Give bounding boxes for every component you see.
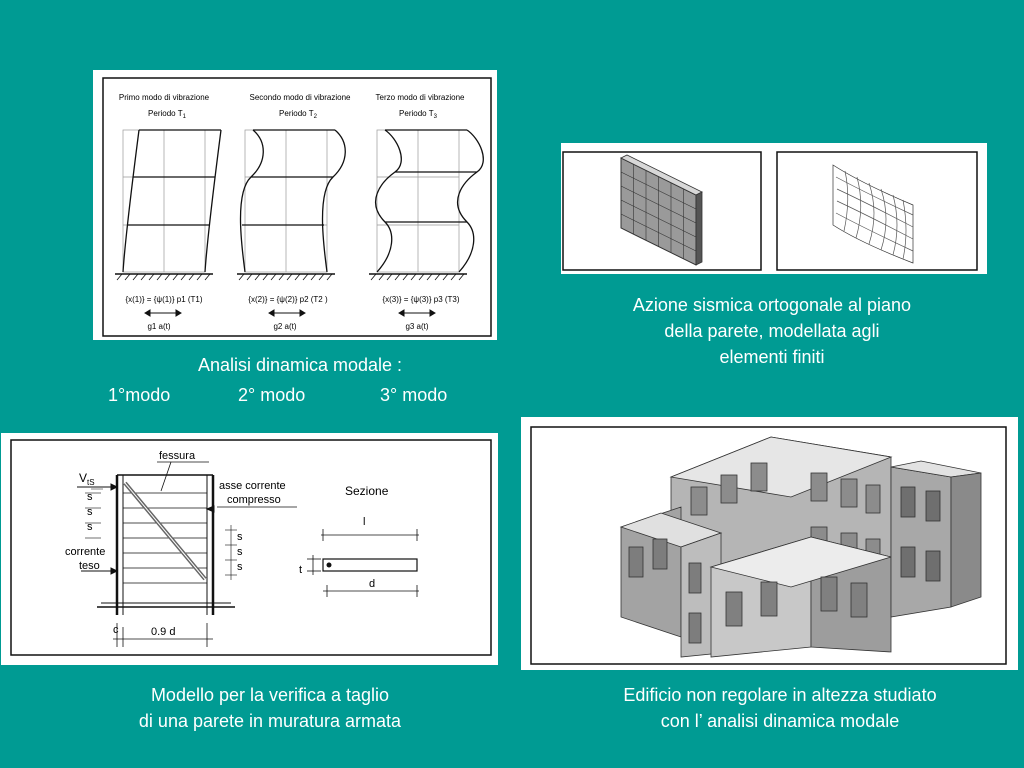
s-label-left-3: s (87, 521, 93, 533)
caption-modes-line2 (100, 382, 480, 408)
mode1-formula: {x(1)} = {ψ(1)} p1 (T1) (125, 295, 203, 304)
s-label-left-2: s (87, 506, 93, 518)
mode1-period-sub: 1 (182, 114, 186, 120)
mode2-period: Periodo T (279, 109, 314, 118)
mode2-label: 2° modo (238, 385, 306, 405)
caption-modes (100, 352, 480, 408)
building-figure (521, 417, 1018, 670)
s-label-right-2: s (237, 546, 243, 558)
mode3-title: Terzo modo di vibrazione (375, 93, 465, 102)
shear-diagram (1, 433, 498, 665)
caption-fem (582, 292, 962, 370)
caption-fem-line2: della parete, modellata agli (664, 321, 880, 341)
c-label: c (113, 624, 119, 636)
rebar-dot (327, 563, 332, 568)
asse-label-1: asse corrente (219, 480, 286, 492)
mode2-title: Secondo modo di vibrazione (249, 93, 351, 102)
caption-fem-line3: elementi finiti (719, 347, 825, 367)
shear-figure (1, 433, 498, 665)
building-diagram (521, 417, 1018, 670)
modes-figure (93, 70, 497, 340)
modes-diagram (95, 72, 499, 342)
mode3-period-sub: 3 (433, 114, 437, 120)
d-label: d (369, 578, 376, 590)
mode2-period-sub: 2 (313, 114, 317, 120)
mode2-ground: g2 a(t) (273, 322, 297, 331)
l-label: l (363, 516, 366, 528)
corrente-label-2: teso (79, 560, 100, 572)
t-label: t (299, 564, 303, 576)
fessura-label: fessura (159, 450, 196, 462)
vts-label: V (79, 471, 88, 485)
caption-building-line1: Edificio non regolare in altezza studiato (623, 685, 937, 705)
mode1-ground: g1 a(t) (147, 322, 171, 331)
caption-building (560, 682, 1000, 734)
mode1-period: Periodo T (148, 109, 183, 118)
s-label-right-3: s (237, 561, 243, 573)
mode3-ground: g3 a(t) (405, 322, 429, 331)
mode3-label: 3° modo (380, 385, 448, 405)
dim-label: 0.9 d (151, 626, 176, 638)
caption-shear-line1: Modello per la verifica a taglio (150, 685, 390, 705)
caption-building-line2: con l’ analisi dinamica modale (660, 711, 900, 731)
mode3-formula: {x(3)} = {ψ(3)} p3 (T3) (382, 295, 460, 304)
fem-diagram (561, 143, 987, 274)
s-label-right-1: s (237, 531, 243, 543)
caption-fem-line1: Azione sismica ortogonale al piano (632, 295, 912, 315)
s-label-left-1: s (87, 491, 93, 503)
mode1-title: Primo modo di vibrazione (118, 93, 210, 102)
vts-sub: tS (87, 478, 95, 487)
fem-figure (561, 143, 987, 274)
corrente-label-1: corrente (65, 546, 106, 558)
caption-shear-line2: di una parete in muratura armata (138, 711, 402, 731)
caption-modes-line1: Analisi dinamica modale : (197, 355, 403, 375)
mode2-formula: {x(2)} = {ψ(2)} p2 (T2 ) (248, 295, 328, 304)
mode3-period: Periodo T (399, 109, 434, 118)
caption-shear (60, 682, 480, 734)
asse-label-2: compresso (227, 494, 281, 506)
sezione-label: Sezione (345, 484, 389, 498)
mode1-label: 1°modo (108, 385, 171, 405)
